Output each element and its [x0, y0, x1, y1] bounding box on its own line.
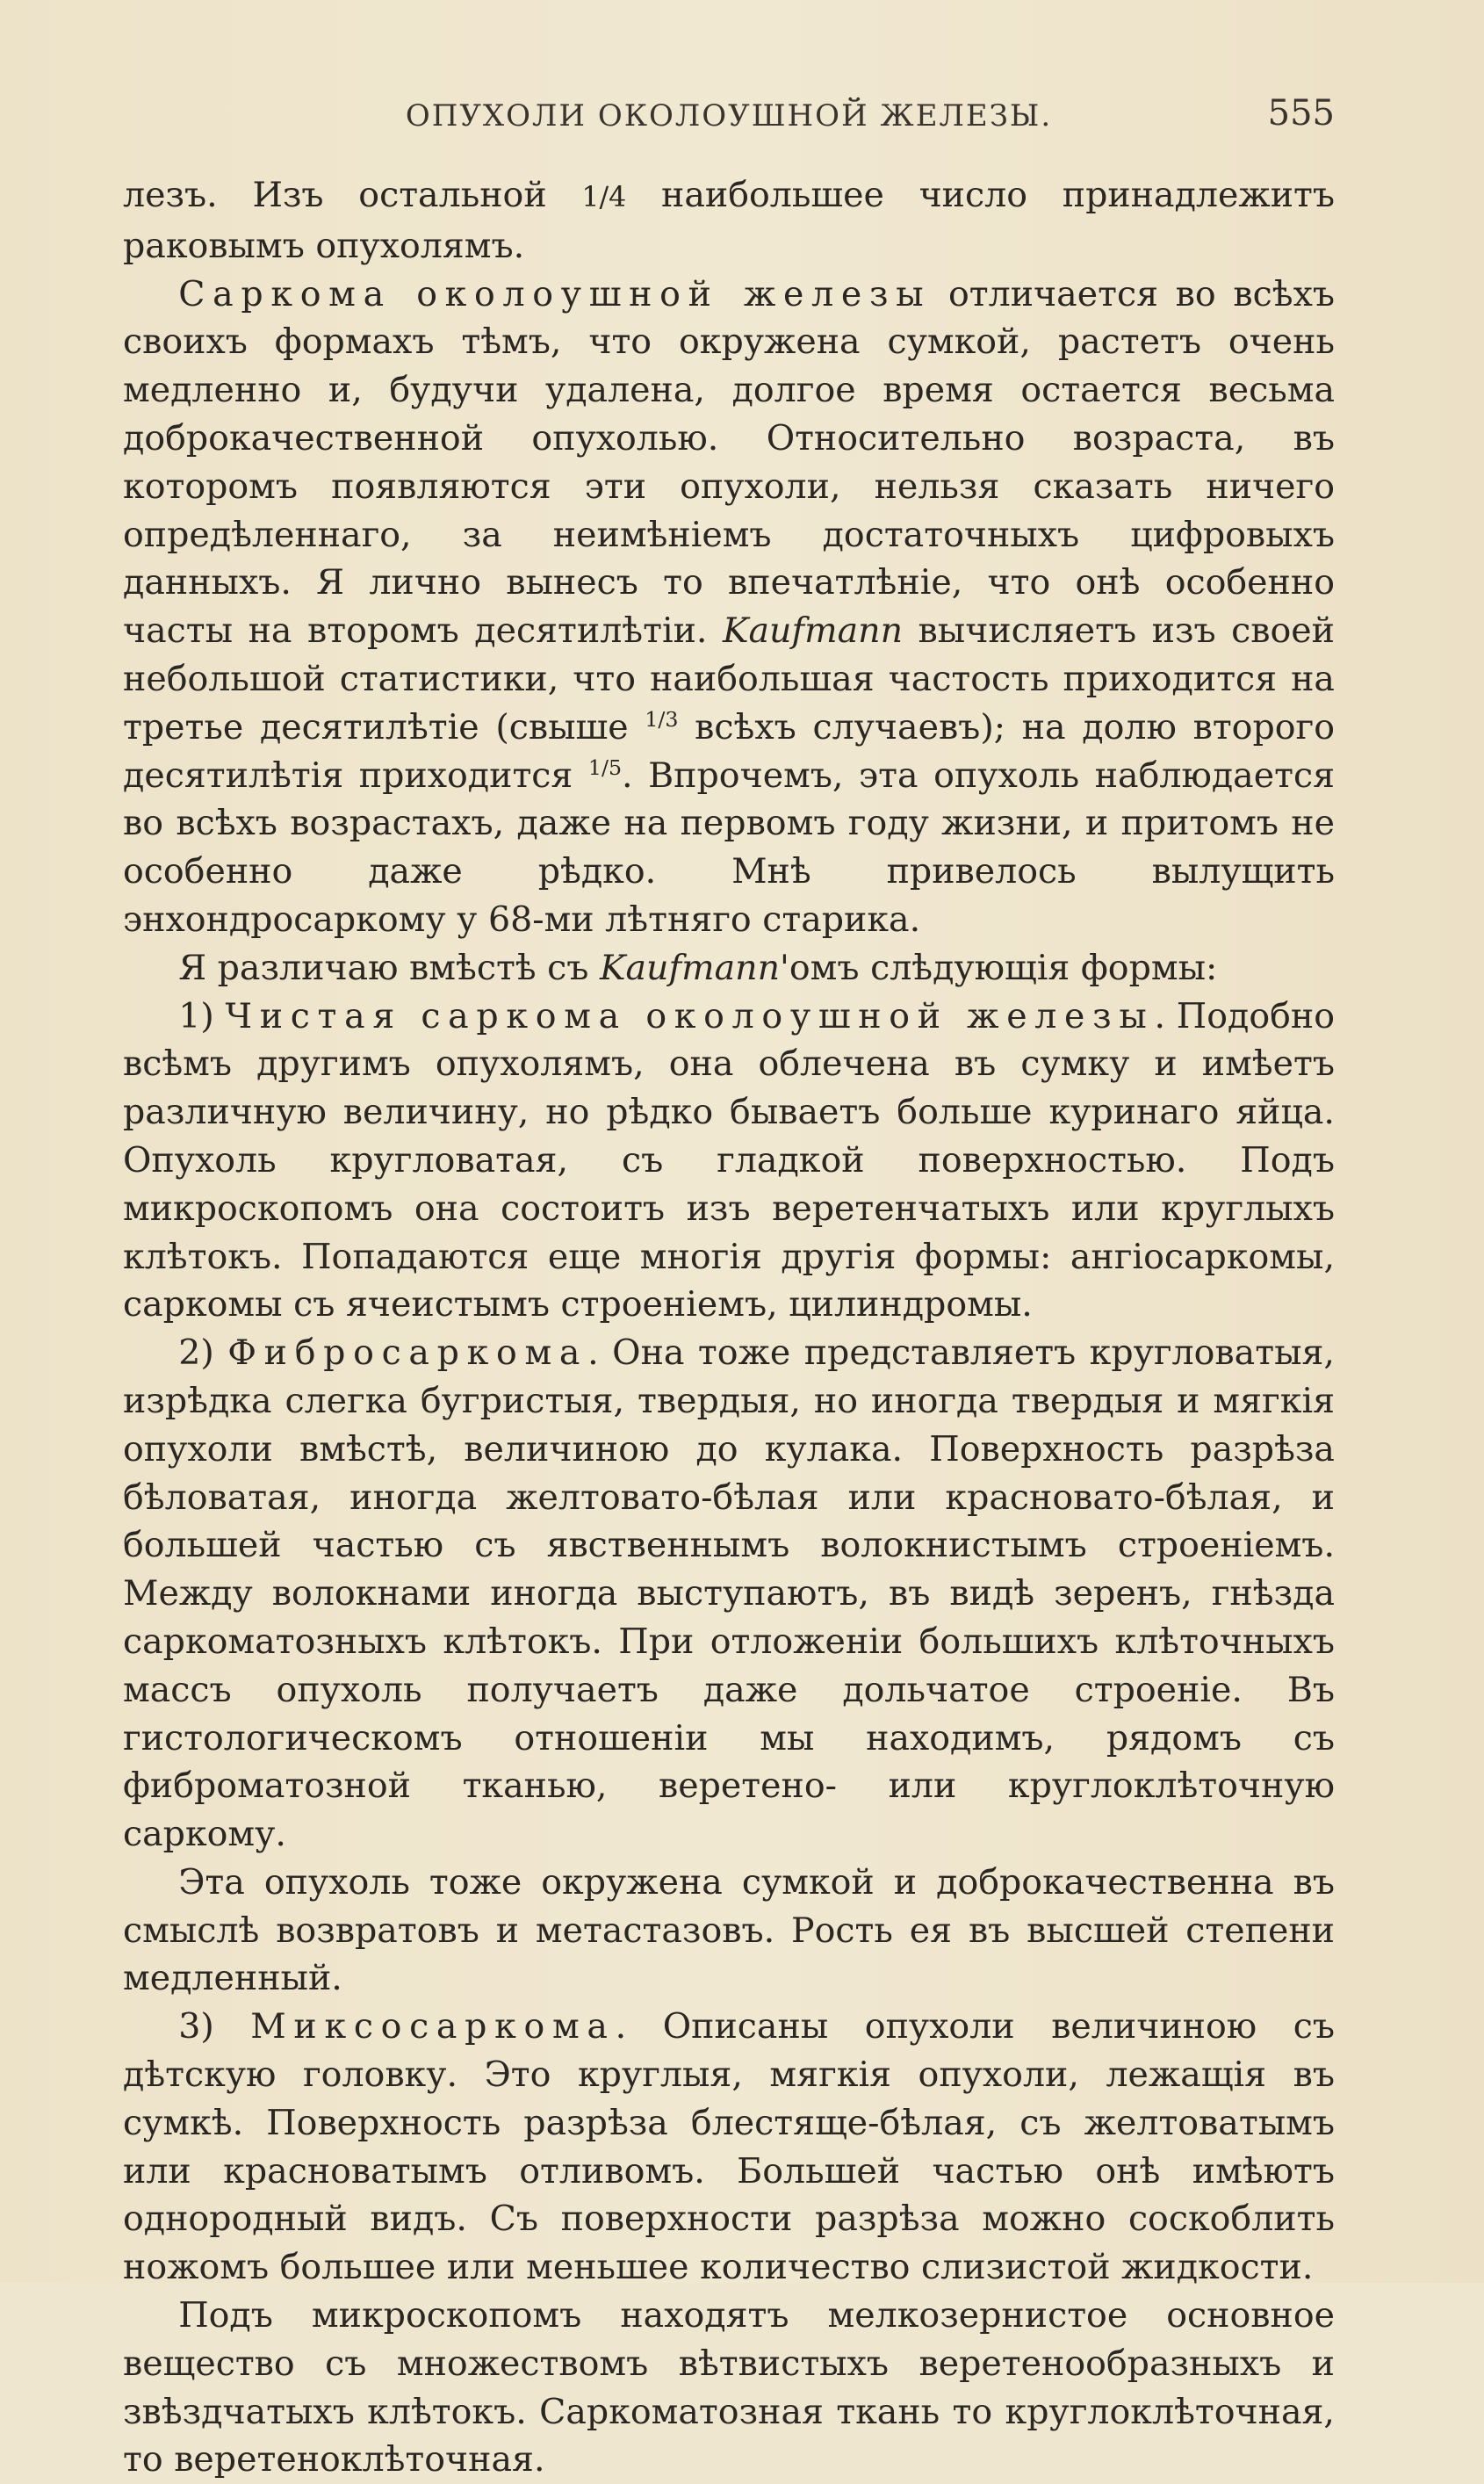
paragraph-5	[123, 1329, 1335, 1859]
text-run: наибольшее число принадлежитъ раковымъ опухолямъ.	[123, 175, 1335, 266]
paragraph-6	[123, 1859, 1335, 2003]
text-run: . Подобно всѣмъ другимъ опухолямъ, она облечена въ сумку и имѣетъ различную величину, но рѣдко бываетъ больше куринаго яйца. Опухоль кругловатая, съ гладкой поверхностью. Подъ микроскопомъ она состоитъ изъ веретенчатыхъ или круглыхъ клѣтокъ. Попадаются еще многія другія формы: ангіосаркомы, саркомы съ ячеистымъ строеніемъ, цилиндромы.	[123, 995, 1335, 1325]
text-run: Я различаю вмѣстѣ съ	[178, 947, 600, 988]
body-text	[123, 171, 1335, 2484]
text-run: . Описаны опухоли величиною съ дѣтскую головку. Это круглыя, мягкія опухоли, лежащія въ сумкѣ. Поверхность разрѣза блестяще-бѣлая, съ желтоватымъ или красноватымъ отливомъ. Большей частью онѣ имѣютъ однородный видъ. Съ поверхности разрѣза можно соскоблить ножомъ большее или меньшее количество слизистой жидкости.	[123, 2006, 1335, 2288]
paragraph-4	[123, 993, 1335, 1330]
text-run: всѣхъ случаевъ); на долю второго десятилѣтія приходится	[123, 706, 1335, 796]
text-run: 1/5	[587, 755, 623, 780]
paragraph-7	[123, 2003, 1335, 2292]
paragraph-2	[123, 271, 1335, 944]
text-run: отличается во всѣхъ своихъ формахъ тѣмъ, что окружена сумкой, растетъ очень медленно и, будучи удалена, долгое время остается весьма доброкачественной опухолью. Относительно возраста, въ которомъ появляются эти опухоли, нельзя сказать ничего опредѣленнаго, за неимѣніемъ достаточныхъ цифровыхъ данныхъ. Я лично вынесъ то впечатлѣніе, что онѣ особенно часты на второмъ десятилѣтіи.	[123, 273, 1335, 652]
paragraph-1	[123, 171, 1335, 271]
paragraph-8	[123, 2292, 1335, 2484]
text-run: . Впрочемъ, эта опухоль наблюдается во всѣхъ возрастахъ, даже на первомъ году жизни, и притомъ не особенно даже рѣдко. Мнѣ привелось вылущить энхондросаркому у 68-ми лѣтняго старика.	[123, 755, 1335, 940]
text-run: Чистая саркома околоушной железы	[225, 995, 1155, 1036]
text-run: Миксосаркома	[250, 2006, 616, 2047]
text-run: Kaufmann	[600, 947, 781, 988]
text-run: 'омъ слѣдующія формы:	[780, 947, 1218, 988]
running-head	[123, 88, 1335, 141]
text-run: 1)	[178, 995, 226, 1036]
text-run: 3)	[178, 2006, 251, 2047]
page-number: 555	[1267, 93, 1335, 134]
text-run: Подъ микроскопомъ находятъ мелкозернистое основное вещество съ множествомъ вѣтвистыхъ веретенообразныхъ и звѣздчатыхъ клѣтокъ. Саркоматозная ткань то круглоклѣточная, то веретеноклѣточная.	[123, 2295, 1335, 2480]
text-run: 1/4	[581, 182, 627, 213]
text-run: лезъ. Изъ остальной	[123, 175, 582, 215]
text-run: . Она тоже представляетъ кругловатыя, изрѣдка слегка бугристыя, твердыя, но иногда твердыя и мягкія опухоли вмѣстѣ, величиною до кулака. Поверхность разрѣза бѣловатая, иногда желтовато-бѣлая или красновато-бѣлая, и большей частью съ явственнымъ волокнистымъ строеніемъ. Между волокнами иногда выступаютъ, въ видѣ зеренъ, гнѣзда саркоматозныхъ клѣтокъ. При отложеніи большихъ клѣточныхъ массъ опухоль получаетъ даже дольчатое строеніе. Въ гистологическомъ отношеніи мы находимъ, рядомъ съ фиброматозной тканью, веретено- или круглоклѣточную саркому.	[123, 1332, 1335, 1855]
text-run: вычисляетъ изъ своей небольшой статистики, что наибольшая частость приходится на третье десятилѣтіе (свыше	[123, 610, 1336, 747]
text-run: Фибросаркома	[227, 1332, 588, 1374]
text-run: Эта опухоль тоже окружена сумкой и доброкачественна въ смыслѣ возвратовъ и метастазовъ. Рость ея въ высшей степени медленный.	[123, 1861, 1335, 1999]
text-run: Kaufmann	[723, 610, 904, 652]
running-title: ОПУХОЛИ ОКОЛОУШНОЙ ЖЕЛЕЗЫ.	[405, 98, 1053, 134]
text-run: Саркома околоушной железы	[178, 273, 932, 314]
text-run: 1/3	[645, 706, 679, 732]
paragraph-3	[123, 944, 1335, 993]
text-run: 2)	[178, 1332, 228, 1374]
